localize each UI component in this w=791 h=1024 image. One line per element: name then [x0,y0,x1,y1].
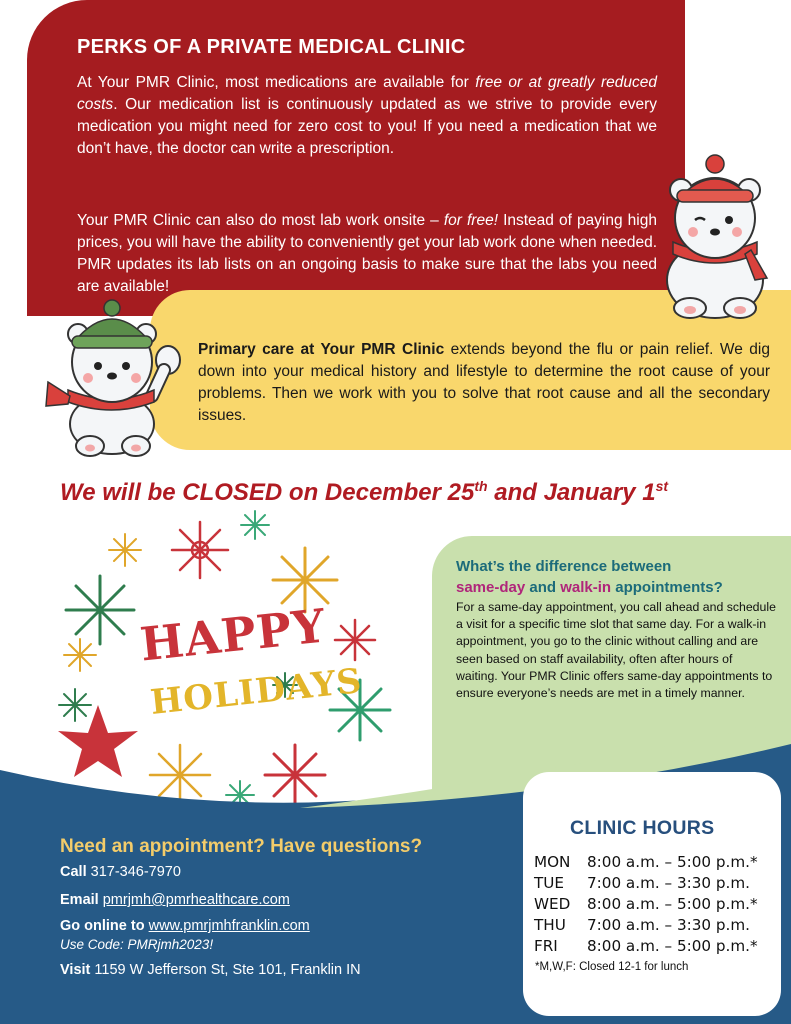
holiday-closure-notice: We will be CLOSED on December 25th and January 1st [60,478,669,506]
website-link[interactable]: www.pmrjmhfranklin.com [148,918,310,934]
clinic-hours-title: CLINIC HOURS [570,817,715,839]
hours-row-thu: THU 7:00 a.m. – 3:30 p.m. [534,916,750,934]
hours-lunch-note: *M,W,F: Closed 12-1 for lunch [535,961,689,973]
clinic-hours-card [523,772,781,1016]
hours-row-tue: TUE 7:00 a.m. – 3:30 p.m. [534,874,750,892]
perks-paragraph-labs: Your PMR Clinic can also do most lab work onsite – for free! Instead of paying high prices, you will have the ability to conveniently get your lab work done when needed. PMR updates its lab lists on an ongoing basis to make sure that the labs you need are available! [77,212,657,295]
perks-title: PERKS OF A PRIVATE MEDICAL CLINIC [77,36,466,58]
hours-row-fri: FRI 8:00 a.m. – 5:00 p.m.* [534,937,758,955]
polar-bear-red-hat-illustration [655,150,775,320]
phone-number[interactable]: 317-346-7970 [90,864,181,880]
email-link[interactable]: pmrjmh@pmrhealthcare.com [102,892,290,908]
contact-email-row: Email pmrjmh@pmrhealthcare.com [60,892,290,908]
hours-row-wed: WED 8:00 a.m. – 5:00 p.m.* [534,895,758,913]
polar-bear-green-hat-illustration [40,296,190,461]
contact-website-row: Go online to www.pmrjmhfranklin.com [60,918,310,934]
perks-paragraph-medications: At Your PMR Clinic, most medications are available for free or at greatly reduced costs. Our medication list is continuously updated as we strive to provide every medication you might need for zero cost to you! If you need a medication that we don’t have, the doctor can write a prescription. [77,74,657,157]
hours-row-mon: MON 8:00 a.m. – 5:00 p.m.* [534,853,758,871]
contact-heading: Need an appointment? Have questions? [60,836,423,857]
holidays-text: HOLIDAYS [148,661,365,723]
appointment-difference-title: What’s the difference between same-day and walk-in appointments? [456,558,723,596]
contact-phone-row: Call 317-346-7970 [60,864,181,880]
contact-address-row: Visit 1159 W Jefferson St, Ste 101, Franklin IN [60,962,361,978]
primary-care-text: Primary care at Your PMR Clinic extends beyond the flu or pain relief. We dig down into your medical history and lifestyle to determine the root cause of your problems. Then we work with you to solve that root cause and all the secondary issues. [198,341,770,424]
happy-text: HAPPY [137,598,329,672]
use-code: Use Code: PMRjmh2023! [60,937,214,952]
appointment-difference-body: For a same-day appointment, you call ahead and schedule a visit for a specific time slot that same day. For a walk-in appointment, you go to the clinic without calling and are seen based on staff availability, often after hours of waiting. Your PMR Clinic offers same-day appointments to ensure everyone’s needs are met in a timely manner. [456,600,776,701]
